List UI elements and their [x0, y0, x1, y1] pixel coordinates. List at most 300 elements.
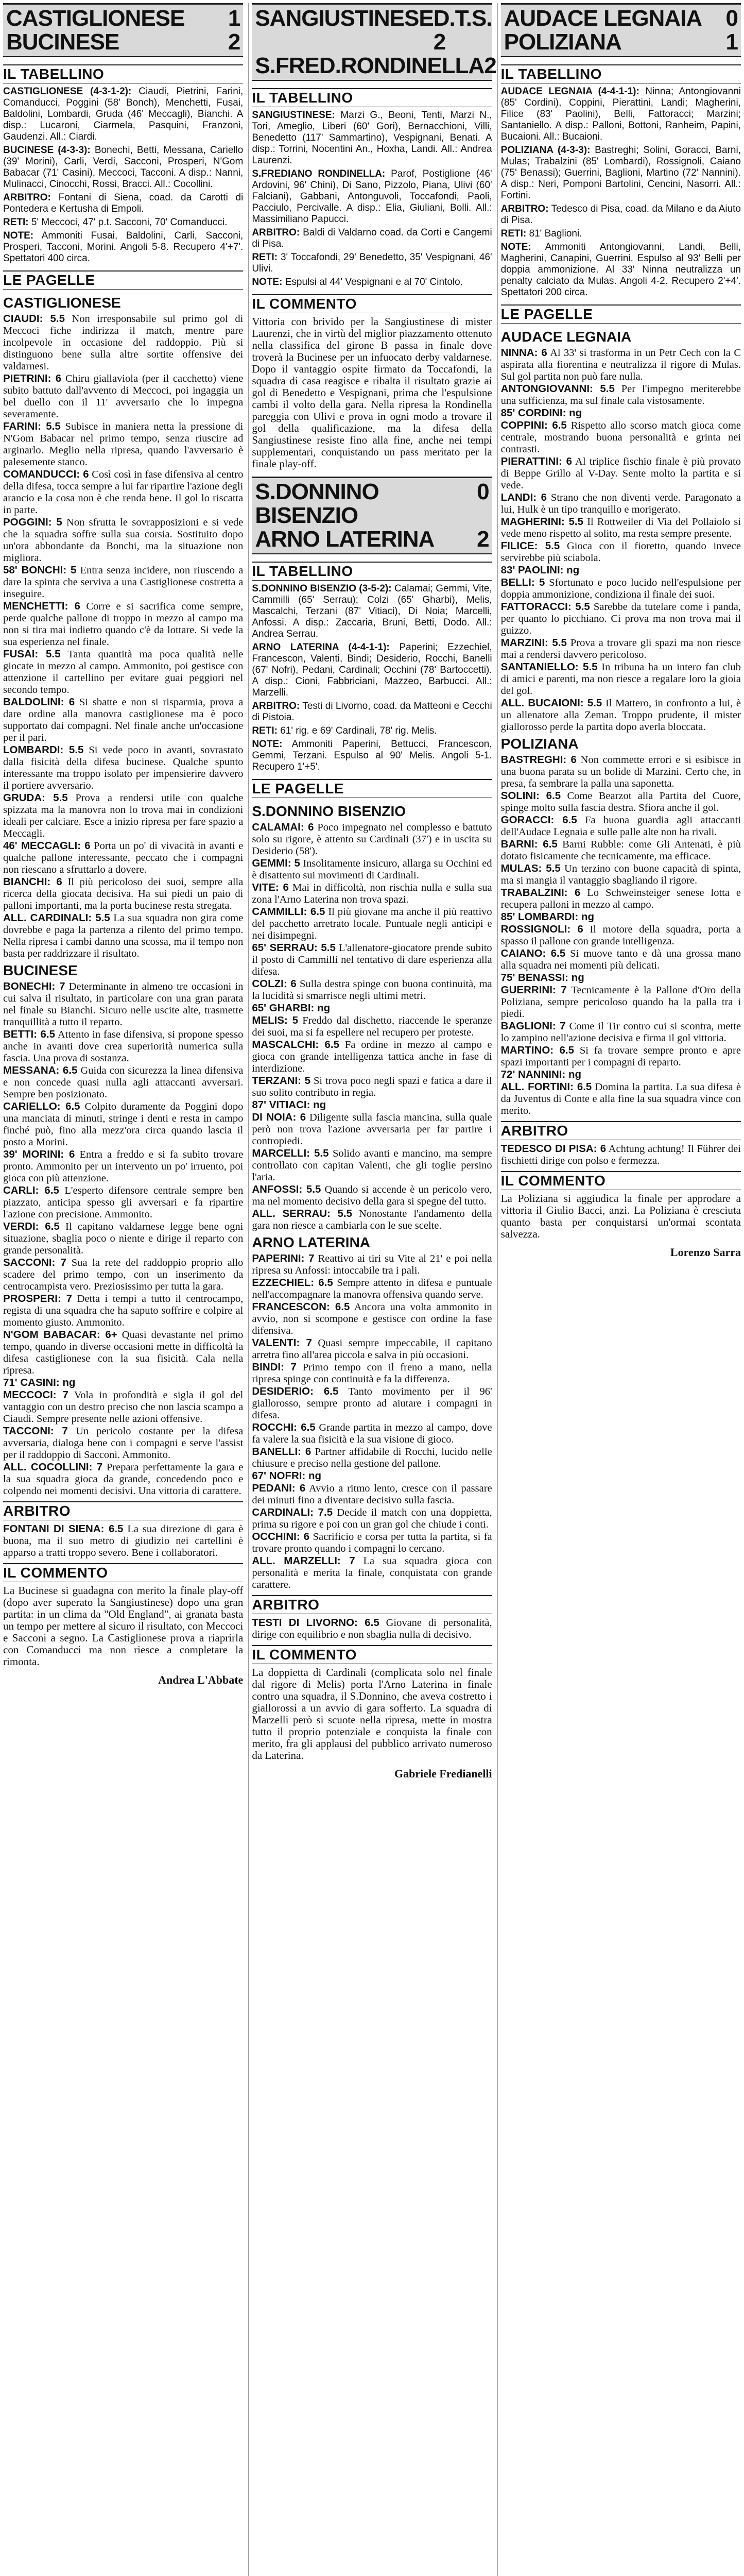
- player-rating: [3, 1329, 243, 1377]
- player-rating: [252, 1506, 492, 1531]
- player-comment: Al triplice fischio finale è più provato di Beppe Grillo al V-Day. Sente molto la partita e si vede.: [500, 456, 741, 491]
- player-name-score: VITE: 6: [252, 882, 289, 893]
- player-rating: [501, 637, 741, 661]
- player-comment: Si trova poco negli spazi e fatica a dare il suo solito contributo in regia.: [252, 1075, 492, 1098]
- player-name-score: MARCELLI: 5.5: [252, 1147, 329, 1159]
- tabellino-text: Ninna; Antongiovanni (85' Cordini), Coppini, Pierattini, Landi; Magherini, Filice (83' Paolini), Belli, Fattoracci; Marzini; Santaniello. A disp.: Palloni, Bottoni, Ranheim, Papini, Bucaioni. All.: Bucaioni.: [500, 86, 741, 142]
- player-rating: [252, 978, 492, 1002]
- player-comment: Sacrificio e corsa per tutta la partita, si fa trovare pronto quando i compagni lo cercano.: [252, 1531, 492, 1554]
- player-rating: [252, 1555, 492, 1591]
- home-team-score: 0: [725, 6, 738, 31]
- player-rating: [3, 1221, 243, 1257]
- player-rating: [501, 601, 741, 637]
- player-rating: [3, 912, 243, 960]
- arbitro-rating: [501, 1143, 741, 1167]
- player-name-score: CARDINALI: 7.5: [252, 1506, 333, 1518]
- player-rating: [501, 984, 741, 1020]
- player-name-score: ANTONGIOVANNI: 5.5: [500, 383, 615, 395]
- player-comment: Prova a rendersi utile con qualche spizzata ma la manovra non lo trova mai in condizioni ideali per calciare. Esce a inizio ripresa per fare spazio a Meccagli.: [3, 792, 244, 839]
- home-team-row: [504, 7, 738, 30]
- tabellino-label: ARBITRO:: [500, 204, 549, 214]
- commento-text-2: La doppietta di Cardinali (complicata solo nel finale dal rigore di Melis) porta l'Arno Laterina in finale contro una squadra, il S.Donnino, che aveva costretto i giallorossi a un avvio di gara sofferto. La squadra di Marzelli però si scuote nella ripresa, mette in mostra tutto il proprio potenziale e conquista la finale con merito, fra gli applausi del pubblico arrivato numeroso da Laterina.: [252, 1666, 492, 1761]
- author-signature: Andrea L'Abbate: [158, 1673, 244, 1686]
- tabellino-line: [252, 252, 492, 275]
- player-comment: Rispetto allo scorso match gioca come centrale, mostrando buona personalità e grinta nei contrasti.: [500, 420, 741, 455]
- player-name-score: CAIANO: 6.5: [500, 947, 566, 959]
- arbitro-title: ARBITRO: [3, 1501, 243, 1520]
- tabellino-block: [252, 110, 492, 290]
- arbitro-text: Achtung achtung! Il Führer dei fischietti dirige con polso e fermezza.: [500, 1143, 741, 1166]
- arbitro-rating: [3, 1523, 243, 1559]
- player-rating: [3, 1377, 243, 1389]
- player-name-score: MENCHETTI: 6: [3, 600, 80, 612]
- player-comment: Guida con sicurezza la linea difensiva e non concede quasi nulla agli attaccanti avversari. Sempre ben posizionato.: [3, 1065, 244, 1100]
- player-rating: [252, 1002, 492, 1014]
- tabellino-line: [252, 642, 492, 699]
- player-comment: Il Rottweiler di Via del Pollaiolo si vede meno rispetto al solito, ma resta sempre presente.: [500, 516, 741, 539]
- player-name-score: BALDOLINI: 6: [3, 696, 75, 708]
- player-comment: Lo Schweinsteiger senese lotta e recupera palloni in mezzo al campo.: [500, 887, 741, 910]
- away-team-score: 1: [725, 29, 738, 55]
- player-name-score: LOMBARDI: 5.5: [3, 744, 84, 756]
- tabellino-line: [252, 168, 492, 225]
- player-rating: [3, 468, 243, 516]
- player-name-score: MESSANA: 6.5: [3, 1064, 78, 1076]
- player-comment: Mai in difficoltà, non rischia nulla e sulla sua zona l'Arno Laterina non trova spazi.: [252, 882, 492, 905]
- player-name-score: NINNA: 6: [500, 347, 547, 359]
- player-comment: Il capitano valdarnese legge bene ogni situazione, sbaglia poco o niente e dirige il reparto con grande personalità.: [3, 1221, 244, 1256]
- player-name-score: VERDI: 6.5: [3, 1221, 60, 1232]
- player-comment: Domina la partita. La sua difesa è da Juventus di Conte e alla fine la sua squadra vince con merito.: [500, 1081, 741, 1116]
- match-header: [3, 3, 243, 57]
- player-comment: Fa buona guardia agli attaccanti dell'Audace Legnaia e sulle palle alte non ha rivali.: [500, 815, 741, 838]
- player-comment: Fa ordine in mezzo al campo e gioca con grande intelligenza tattica anche in fase di interdizione.: [252, 1039, 492, 1074]
- player-name-score: BIANCHI: 6: [3, 876, 62, 888]
- player-comment: Il Mattero, in confronto a lui, è un allenatore alla Zeman. Troppo prudente, il mister giallorosso perde la partita dopo averla bloccata.: [500, 698, 741, 733]
- player-rating: [501, 972, 741, 984]
- player-name-score: CARLI: 6.5: [3, 1184, 59, 1196]
- away-team-name: POLIZIANA: [504, 29, 621, 55]
- player-comment: Insolitamente insicuro, allarga su Occhini ed è disattento sui movimenti di Cardinali.: [252, 858, 492, 881]
- pagelle-title: LE PAGELLE: [501, 304, 741, 324]
- tabellino-title: IL TABELLINO: [252, 88, 492, 107]
- tabellino-label: ARNO LATERINA (4-4-1-1):: [252, 642, 390, 653]
- home-team-score: 1: [228, 6, 240, 31]
- tabellino-label: RETI:: [500, 228, 527, 239]
- player-rating: [3, 1461, 243, 1497]
- player-rating: [3, 648, 243, 696]
- player-rating: [3, 876, 243, 912]
- player-comment: Solido avanti e mancino, ma sempre controllato con capitan Valenti, che gli toglie persino l'aria.: [252, 1148, 492, 1183]
- player-name-score: PIERATTINI: 6: [500, 455, 572, 467]
- player-name-score: COPPINI: 6.5: [500, 419, 567, 431]
- commento-title: IL COMMENTO: [501, 1171, 741, 1190]
- away-team-row: [6, 30, 240, 54]
- player-name-score: ROCCHI: 6.5: [252, 1421, 316, 1433]
- player-name-score: BONECHI: 7: [3, 980, 65, 992]
- player-rating: [3, 600, 243, 648]
- player-comment: Corre e si sacrifica come sempre, perde qualche pallone di troppo in mezzo al campo ma non si tira mai indietro quando c'è da lottare. Si vede la sua esperienza nel finale.: [3, 601, 244, 648]
- tabellino-block: [3, 86, 243, 266]
- tabellino-label: ARBITRO:: [3, 192, 51, 203]
- player-comment: Decide il match con una doppietta, prima su rigore e poi con un gran gol che chiude i conti.: [252, 1507, 492, 1530]
- player-comment: Ancora una volta ammonito in avvio, non si scompone e gestisce con ordine la fase difensiva.: [252, 1301, 492, 1336]
- tabellino-label: CASTIGLIONESE (4-3-1-2):: [3, 86, 132, 97]
- player-rating: [501, 407, 741, 419]
- player-comment: Si vede poco in avanti, sovrastato dalla fisicità della difesa bucinese. Qualche spunto interessante ma troppo isolato per impensierire davvero il portiere avversario.: [3, 744, 244, 791]
- match-header-2: [252, 477, 492, 554]
- player-comment: Il più giovane ma anche il più reattivo del pacchetto arretrato locale. Puntuale negli anticipi e nei disimpegni.: [252, 906, 492, 941]
- tabellino-line: [252, 583, 492, 640]
- tabellino-title: IL TABELLINO: [3, 64, 243, 83]
- player-comment: Determinante in almeno tre occasioni in cui salva il risultato, in particolare con una gran parata nel finale su Bianchi. Sicuro nelle uscite alte, trasmette tranquillità a tutto il reparto.: [3, 981, 244, 1028]
- player-rating: [252, 1075, 492, 1099]
- tabellino-text: Testi di Livorno, coad. da Matteoni e Cecchi di Pistoia.: [252, 701, 492, 723]
- commento-text: Vittoria con brivido per la Sangiustinese di mister Laurenzi, che in virtù del miglior piazzamento ottenuto nella classifica del girone B passa in finale dove troverà la Bucinese per un infuocato derby valdarnese. Dopo il vantaggio ospite firmato da Toccafondi, la squadra di casa reagisce e ribalta il risultato grazie ai gol di Benedetto e Vespignani, prima che l'espulsione cambi il volto della gara. Nella ripresa la Rondinella pareggia con Ulivi e prova in ogni modo a trovare il gol della qualificazione, ma la difesa della Sangiustinese resiste fino alla fine, anche nei tempi supplementari, conquistando un pass meritato per la finale play-off.: [252, 315, 492, 470]
- player-name-score: SOLINI: 6.5: [500, 790, 561, 802]
- tabellino-text: Marzi G., Beoni, Tenti, Marzi N., Tori, Ameglio, Liberi (60' Gori), Bernacchioni, Villi, Benedetto (117' Sammartino), Vespignani, Benati. A disp.: Torrini, Nocentini An., Hoxha, Landi. All.: Andrea Laurenzi.: [252, 110, 492, 166]
- player-name-score: ALL. CARDINALI: 5.5: [3, 912, 110, 924]
- tabellino-text: Tedesco di Pisa, coad. da Milano e da Aiuto di Pisa.: [500, 204, 741, 226]
- away-team-score: 2: [484, 53, 496, 78]
- player-rating: [501, 1020, 741, 1044]
- away-team-row: [255, 53, 496, 78]
- column-sangiustinese-rondinella: [248, 3, 496, 2576]
- player-comment: Un pericolo costante per la difesa avversaria, dialoga bene con i compagni e serve l'assist per il raddoppio di Sacconi. Ammonito.: [3, 1426, 244, 1461]
- player-rating: [3, 1257, 243, 1293]
- player-name-score: FILICE: 5.5: [500, 540, 560, 552]
- pagelle-title: LE PAGELLE: [3, 270, 243, 290]
- arbitro-text: La sua direzione di gara è buona, ma il suo metro di giudizio nei cartellini è apparso a tratti troppo severo. Bene i collaboratori.: [3, 1523, 244, 1558]
- player-rating: [501, 419, 741, 455]
- away-team-row: [255, 528, 489, 551]
- player-rating: [252, 1421, 492, 1446]
- team-subtitle: CASTIGLIONESE: [3, 295, 121, 311]
- player-rating: [3, 696, 243, 744]
- player-comment: Colpito duramente da Poggini dopo una manciata di minuti, stringe i denti e resta in campo finché può, fino alla mezz'ora circa quando lascia il posto a Morini.: [3, 1101, 244, 1148]
- column-castiglionese-bucinese: [3, 3, 243, 2576]
- player-name-score: FRANCESCON: 6.5: [252, 1301, 350, 1313]
- player-rating: [3, 1148, 243, 1184]
- tabellino-title: IL TABELLINO: [501, 64, 741, 83]
- tabellino-label: NOTE:: [252, 739, 283, 750]
- column-legnaia-poliziana: [497, 3, 741, 2576]
- tabellino-text: Parof, Postiglione (46' Ardovini, 96' Chini), Di Sano, Pizzolo, Piana, Ulivi (60' Falciani), Gabbani, Antonguvoli, Toccafondi, Paoli, Pacciulo, Percivalle. A disp.: Elia, Giuliani, Bolli. All.: Massimiliano Papucci.: [252, 168, 492, 225]
- tabellino-label: RETI:: [252, 725, 278, 736]
- tabellino-label: RETI:: [3, 217, 29, 228]
- player-comment: Subisce in maniera netta la pressione di N'Gom Babacar nel primo tempo, senza riuscire ad arginarlo. Meglio nella ripresa, quando l'avversario è palesemente stanco.: [3, 421, 244, 468]
- player-name-score: BINDI: 7: [252, 1361, 297, 1373]
- player-comment: Gioca con il fioretto, quando invece servirebbe più sciabola.: [500, 540, 741, 564]
- player-name-score: FATTORACCI: 5.5: [500, 601, 590, 613]
- tabellino-text: Calamai; Gemmi, Vite, Cammilli (65' Serrau); Colzi (65' Gharbi), Melis, Mascalchi, Terzani (87' Vitiaci), Di Noia; Marcelli, Anfossi. A disp.: Zaccaria, Bruni, Betti, Dodo. All.: Andrea Serrau.: [252, 583, 492, 639]
- player-name-score: SACCONI: 7: [3, 1257, 67, 1268]
- player-name-score: FARINI: 5.5: [3, 420, 61, 432]
- player-comment: Partner affidabile di Rocchi, lucido nelle chiusure e preciso nella gestione del pallone.: [252, 1446, 492, 1469]
- away-team-name: BUCINESE: [6, 29, 119, 55]
- player-comment: Detta i tempi a tutto il centrocampo, regista di una squadra che ha saputo soffrire e colpire al momento giusto. Ammonito.: [3, 1293, 244, 1328]
- player-name-score: BETTI: 6.5: [3, 1028, 56, 1040]
- home-team-name: SANGIUSTINESE: [255, 6, 434, 31]
- player-comment: Non irresponsabile sul primo gol di Meccoci fiche indirizza il match, mentre pare incolpevole in occasione del raddoppio. Più si distinguono bene sulla altre sortite offensive dei valdarnesi.: [3, 313, 244, 372]
- player-rating: [3, 372, 243, 420]
- player-name-score: MARTINO: 6.5: [500, 1044, 575, 1056]
- player-rating: [3, 980, 243, 1028]
- player-rating: [501, 540, 741, 564]
- player-rating: [252, 1252, 492, 1277]
- player-name-score: 71' CASINI: ng: [3, 1377, 76, 1388]
- player-rating: [252, 821, 492, 857]
- player-name-score: 72' NANNINI: ng: [500, 1069, 582, 1080]
- tabellino-line: [252, 110, 492, 166]
- player-name-score: PROSPERI: 7: [3, 1293, 73, 1304]
- away-team-name: S.FRED.RONDINELLA: [255, 53, 485, 78]
- tabellino-label: NOTE:: [500, 242, 531, 252]
- player-name-score: COLZI: 6: [252, 978, 297, 990]
- player-rating: [3, 1425, 243, 1461]
- tabellino-text: Bonechi, Betti, Messana, Cariello (39' Morini), Carli, Verdi, Sacconi, Prosperi, N'Gom Babacar (71' Casini), Meccoci, Tacconi. A disp.: Nanni, Mulinacci, Cinocchi, Rossi, Bracci. All.: Cocollini.: [3, 145, 244, 190]
- player-name-score: GRUDA: 5.5: [3, 792, 68, 804]
- player-comment: Sua la rete del raddoppio proprio allo scadere del primo tempo, con un inserimento da centrocampista vero. Preziosissimo per tutta la gara.: [3, 1257, 244, 1292]
- tabellino-line: [501, 228, 741, 240]
- player-comment: Freddo dal dischetto, riaccende le speranze dei suoi, ma si fa espellere nel recupero per proteste.: [252, 1015, 492, 1038]
- player-name-score: EZZECHIEL: 6.5: [252, 1277, 333, 1289]
- commento-title: IL COMMENTO: [252, 294, 492, 313]
- player-name-score: 75' BENASSI: ng: [500, 972, 584, 984]
- player-name-score: ALL. COCOLLINI: 7: [3, 1461, 103, 1473]
- player-comment: Primo tempo con il freno a mano, nella ripresa spinge con continuità e fa la differenza.: [252, 1362, 492, 1385]
- player-rating: [252, 942, 492, 978]
- player-rating: [3, 516, 243, 564]
- player-rating: [3, 1100, 243, 1148]
- commento-title-2: IL COMMENTO: [252, 1645, 492, 1664]
- player-comment: Grande partita in mezzo al campo, dove fa valere la sua fisicità e la sua visione di gioco.: [252, 1422, 492, 1445]
- team-subtitle: BUCINESE: [3, 962, 78, 978]
- team-subtitle: AUDACE LEGNAIA: [500, 329, 632, 345]
- player-rating: [3, 1293, 243, 1329]
- player-comment: Chiru giallaviola (per il cacchetto) viene subito battuto dall'avvento di Meccoci, poi ingaggia un bel duello con il 11' avversario che lo impegna severamente.: [3, 373, 244, 420]
- tabellino-line: [3, 192, 243, 215]
- player-rating: [252, 1301, 492, 1337]
- away-team-score: 2: [477, 527, 489, 552]
- player-name-score: BARNI: 6.5: [500, 838, 558, 850]
- player-rating: [3, 564, 243, 600]
- tabellino-text: Baldi di Valdarno coad. da Corti e Cangemi di Pisa.: [252, 227, 492, 249]
- player-comment: Avvio a ritmo lento, cresce con il passare dei minuti fino a diventare decisivo sulla fascia.: [252, 1483, 492, 1506]
- player-name-score: CALAMAI: 6: [252, 821, 314, 833]
- team-subtitle: ARNO LATERINA: [252, 1234, 371, 1250]
- author-signature: Lorenzo Sarra: [670, 1246, 741, 1259]
- match-header: [501, 3, 741, 57]
- player-name-score: DI NOIA: 6: [252, 1111, 306, 1123]
- player-comment: Come il Tir contro cui si scontra, mette lo zampino nell'azione decisiva e firma il gol vittoria.: [500, 1021, 741, 1044]
- player-name-score: 85' CORDINI: ng: [500, 407, 582, 419]
- player-comment: La sua squadra non gira come dovrebbe e paga la partenza a rilento del primo tempo. Nella ripresa i cambi danno una scossa, ma il tempo non basta per raddrizzare il risultato.: [3, 912, 244, 959]
- away-team-score: 2: [228, 29, 240, 55]
- player-comment: Sarebbe da tutelare come i panda, per quanto lo picchiano. Ci prova ma non trova mai il guizzo.: [500, 601, 741, 636]
- player-rating: [501, 697, 741, 733]
- tabellino-line: [3, 217, 243, 228]
- tabellino-line: [501, 86, 741, 143]
- player-name-score: PAPERINI: 7: [252, 1252, 315, 1264]
- player-rating: [501, 577, 741, 601]
- author-signature: Gabriele Fredianelli: [394, 1767, 492, 1780]
- player-rating: [3, 420, 243, 468]
- player-name-score: 87' VITIACI: ng: [252, 1099, 326, 1111]
- player-rating: [252, 1470, 492, 1482]
- player-comment: Quasi sempre impeccabile, il capitano arretra fino all'area piccola e salva in più occasioni.: [252, 1337, 492, 1361]
- tabellino-line: [3, 145, 243, 190]
- player-name-score: BELLI: 5: [500, 577, 545, 588]
- arbitro-title: ARBITRO: [501, 1121, 741, 1140]
- tabellino-text: 81' Baglioni.: [529, 228, 582, 239]
- player-rating: [3, 792, 243, 840]
- player-comment: Sempre attento in difesa e puntuale nell'accompagnare la manovra offensiva quando serve.: [252, 1277, 492, 1300]
- team-subtitle: POLIZIANA: [500, 736, 579, 752]
- player-comment: Quasi devastante nel primo tempo, quando in diverse occasioni mette in difficoltà la difesa castiglionese con la sua fisicità. Cala nella ripresa.: [3, 1329, 244, 1376]
- player-name-score: CAMMILLI: 6.5: [252, 906, 325, 918]
- player-name-score: ALL. SERRAU: 5.5: [252, 1208, 352, 1219]
- player-rating: [501, 862, 741, 887]
- player-comment: Il più pericoloso dei suoi, sempre alla ricerca della giocata decisiva. Ha sui piedi un paio di palloni importanti, ma la porta bucinese resta stregata.: [3, 876, 244, 911]
- arbitro-name: TESTI DI LIVORNO: 6.5: [252, 1617, 379, 1629]
- player-comment: Strano che non diventi verde. Paragonato a lui, Hulk è un tipo tranquillo e morigerato.: [500, 492, 741, 515]
- player-rating: [252, 1111, 492, 1147]
- player-comment: Diligente sulla fascia mancina, sulla quale però non trova l'azione avversaria per far partire i contropiedi.: [252, 1112, 492, 1147]
- player-rating: [501, 661, 741, 697]
- pagelle-block: [252, 801, 492, 1591]
- pagelle-title: LE PAGELLE: [252, 779, 492, 798]
- player-comment: Entra senza incidere, non riuscendo a dare la spinta che serviva a una Castiglionese costretta a inseguire.: [3, 565, 244, 600]
- arbitro-name: FONTANI DI SIENA: 6.5: [3, 1523, 124, 1535]
- tabellino-label: NOTE:: [252, 277, 283, 287]
- player-comment: Porta un po' di vivacità in avanti e qualche pallone interessante, peccato che i compagni non riescano a sfruttarlo a dovere.: [3, 840, 244, 875]
- tabellino-text: Paperini; Ezzechiel, Francescon, Valenti, Bindi; Desiderio, Rocchi, Banelli (67' Nofri), Pedani, Cardinali; Occhini (78' Bartoccetti). A disp.: Cioni, Fabbriciani, Mazzeo, Barbucci. All.: Marzelli.: [252, 642, 492, 698]
- player-comment: Così così in fase difensiva al centro della difesa, tocca sempre a lui far ripartire l'azione degli arancio e la cosa non è che renda bene. Il gol lo riscatta in parte.: [3, 469, 244, 516]
- player-name-score: COMANDUCCI: 6: [3, 468, 89, 480]
- tabellino-line: [252, 739, 492, 773]
- player-rating: [252, 1361, 492, 1385]
- away-team-row: [504, 30, 738, 54]
- player-name-score: MAGHERINI: 5.5: [500, 516, 584, 528]
- tabellino-label: POLIZIANA (4-3-3):: [500, 145, 591, 156]
- tabellino-line: [3, 230, 243, 264]
- player-rating: [501, 947, 741, 972]
- player-name-score: ANFOSSI: 5.5: [252, 1183, 321, 1195]
- player-comment: Non sfrutta le sovrapposizioni e si vede che la squadra soffre sulla sua corsia. Sostituito dopo un'ora abbondante da Bonchi, ma la situazione non migliora.: [3, 517, 244, 564]
- tabellino-line: [252, 277, 492, 288]
- player-comment: Si sbatte e non si risparmia, prova a dare ordine alla manovra castiglionese ma è poco supportato dai compagni. Nel finale anche un'occasione per il pari.: [3, 697, 244, 743]
- player-comment: Prova a trovare gli spazi ma non riesce mai a rendersi davvero pericoloso.: [500, 637, 741, 660]
- player-name-score: PIETRINI: 6: [3, 372, 62, 384]
- player-comment: Nonostante l'andamento della gara non riesce a cambiarla con le sue scelte.: [252, 1208, 492, 1231]
- player-name-score: ALL. BUCAIONI: 5.5: [500, 697, 602, 709]
- player-comment: Sfortunato e poco lucido nell'espulsione per doppia ammonizione, condiziona il finale dei suoi.: [500, 577, 741, 600]
- player-rating: [252, 1147, 492, 1183]
- player-name-score: VALENTI: 7: [252, 1337, 312, 1349]
- player-comment: Non commette errori e si esibisce in una buona parata su un bolide di Marzini. Certo che, in presa, fa sembrare la palla una saponetta.: [500, 754, 741, 789]
- tabellino-line: [3, 86, 243, 143]
- player-rating: [501, 838, 741, 862]
- tabellino-label: S.FREDIANO RONDINELLA:: [252, 168, 386, 179]
- player-name-score: DESIDERIO: 6.5: [252, 1385, 339, 1397]
- player-rating: [252, 906, 492, 942]
- player-comment: Per l'impegno meriterebbe una sufficienza, ma sul finale cala vistosamente.: [500, 383, 741, 406]
- tabellino-text: Ammoniti Paperini, Bettucci, Francescon, Gemmi, Terzani. Espulso al 90' Melis. Angoli 5-1. Recupero 1'+5'.: [252, 739, 492, 772]
- tabellino-text: Fontani di Siena, coad. da Carotti di Pontedera e Kertusha di Empoli.: [3, 192, 244, 214]
- player-comment: Quando si accende è un pericolo vero, ma nel momento decisivo della gara si spegne del tutto.: [252, 1184, 492, 1207]
- player-rating: [252, 1385, 492, 1421]
- player-rating: [252, 1208, 492, 1232]
- player-rating: [501, 455, 741, 492]
- commento-text: La Poliziana si aggiudica la finale per approdare a vittoria il Giulio Bacci, anzi. La Poliziana è cresciuta quanto basta per conquistarsi un'ormai scontata salvezza.: [500, 1192, 741, 1240]
- player-name-score: MELIS: 5: [252, 1014, 298, 1026]
- arbitro-name: TEDESCO DI PISA: 6: [500, 1143, 607, 1155]
- player-name-score: SANTANIELLO: 5.5: [500, 661, 598, 673]
- player-rating: [501, 1069, 741, 1081]
- player-name-score: 46' MECCAGLI: 6: [3, 840, 91, 852]
- match-header: [252, 3, 496, 81]
- player-comment: Si fa trovare sempre pronto e apre spazi importanti per i compagni di reparto.: [500, 1045, 741, 1068]
- player-rating: [3, 313, 243, 372]
- player-name-score: 67' NOFRI: ng: [252, 1470, 322, 1482]
- arbitro-title: ARBITRO: [252, 1595, 492, 1614]
- player-rating: [501, 516, 741, 540]
- player-name-score: 65' GHARBI: ng: [252, 1002, 331, 1014]
- player-comment: Tecnicamente è la Pallone d'Oro della Poliziana, sempre pericoloso quando ha la palla tra i piedi.: [500, 985, 741, 1020]
- player-rating: [3, 744, 243, 792]
- player-comment: Reattivo ai tiri su Vite al 21' e poi nella ripresa su Anfossi: intoccabile tra i pali.: [252, 1253, 492, 1276]
- player-name-score: 65' SERRAU: 5.5: [252, 942, 336, 954]
- player-comment: Sulla destra spinge con buona continuità, ma la lucidità si smarrisce negli ultimi metri.: [252, 978, 492, 1002]
- player-rating: [3, 1064, 243, 1100]
- player-comment: L'allenatore-giocatore prende subito il posto di Cammilli nel tentativo di dare esperienza alla difesa.: [252, 942, 492, 977]
- home-team-name: S.DONNINO BISENZIO: [255, 479, 379, 528]
- player-name-score: TACCONI: 7: [3, 1425, 68, 1437]
- player-rating: [501, 887, 741, 911]
- home-team-name: AUDACE LEGNAIA: [504, 6, 702, 31]
- player-rating: [501, 1044, 741, 1069]
- player-rating: [501, 564, 741, 577]
- player-comment: Attento in fase difensiva, si propone spesso anche in avanti dove crea superiorità numerica sulla fascia. Una prova di sostanza.: [3, 1029, 244, 1064]
- player-rating: [252, 1014, 492, 1039]
- player-name-score: POGGINI: 5: [3, 516, 62, 528]
- team-subtitle: S.DONNINO BISENZIO: [252, 803, 406, 819]
- player-name-score: 58' BONCHI: 5: [3, 564, 77, 576]
- player-name-score: CIAUDI: 5.5: [3, 313, 65, 325]
- player-comment: Al 33' si trasforma in un Petr Cech con la C aspirata alla fiorentina e neutralizza il rigore di Mulas. Sul gol partita non può fare nulla.: [500, 347, 741, 382]
- tabellino-line: [501, 242, 741, 298]
- arbitro-text: Giovane di personalità, dirige con equilibrio e non sbaglia nulla di decisivo.: [252, 1617, 492, 1640]
- player-rating: [252, 1183, 492, 1208]
- player-name-score: OCCHINI: 6: [252, 1531, 310, 1543]
- player-comment: Il motore della squadra, porta a spasso il pallone con grande intelligenza.: [500, 924, 741, 947]
- tabellino-text: Ammoniti Antongiovanni, Landi, Belli, Magherini, Canapini, Guerrini. Espulso al 93' Belli per doppia ammonizione. Al 33' Ninna neutralizza un penalty calciato da Mulas. Angoli 4-2. Recupero 2'+4'. Spettatori 200 circa.: [500, 242, 741, 298]
- commento-text: La Bucinese si guadagna con merito la finale play-off (dopo aver superato la Sangiustinese) dopo una gran partita: in un clima da "Old England", ai granata basta un tempo per mettere al sicuro il risultato, con Meccoci e Sacconi a segno. La Castiglionese prova a riaprirla con Comanducci ma non riesce a completare la rimonta.: [3, 1584, 244, 1668]
- player-name-score: BANELLI: 6: [252, 1446, 312, 1458]
- player-rating: [501, 1081, 741, 1117]
- player-rating: [501, 347, 741, 383]
- player-name-score: GEMMI: 5: [252, 857, 300, 869]
- away-team-name: ARNO LATERINA: [255, 527, 435, 552]
- home-team-score: 0: [477, 479, 489, 504]
- player-name-score: GORACCI: 6.5: [500, 814, 577, 826]
- tabellino-text: Ciaudi, Pietrini, Farini, Comanducci, Poggini (58' Bonch), Menchetti, Fusai, Baldolini, Lombardi, Gruda (46' Meccagli), Bianchi. A disp.: Lucaroni, Ciarmela, Pasquini, Franzoni, Gaudenzi. All.: Ciardi.: [3, 86, 244, 142]
- tabellino-line: [252, 701, 492, 723]
- player-comment: Un terzino con buone capacità di spinta, ma si mangia il vantaggio sbagliando il rigore.: [500, 863, 741, 886]
- player-rating: [501, 492, 741, 516]
- player-name-score: BASTREGHI: 6: [500, 754, 577, 766]
